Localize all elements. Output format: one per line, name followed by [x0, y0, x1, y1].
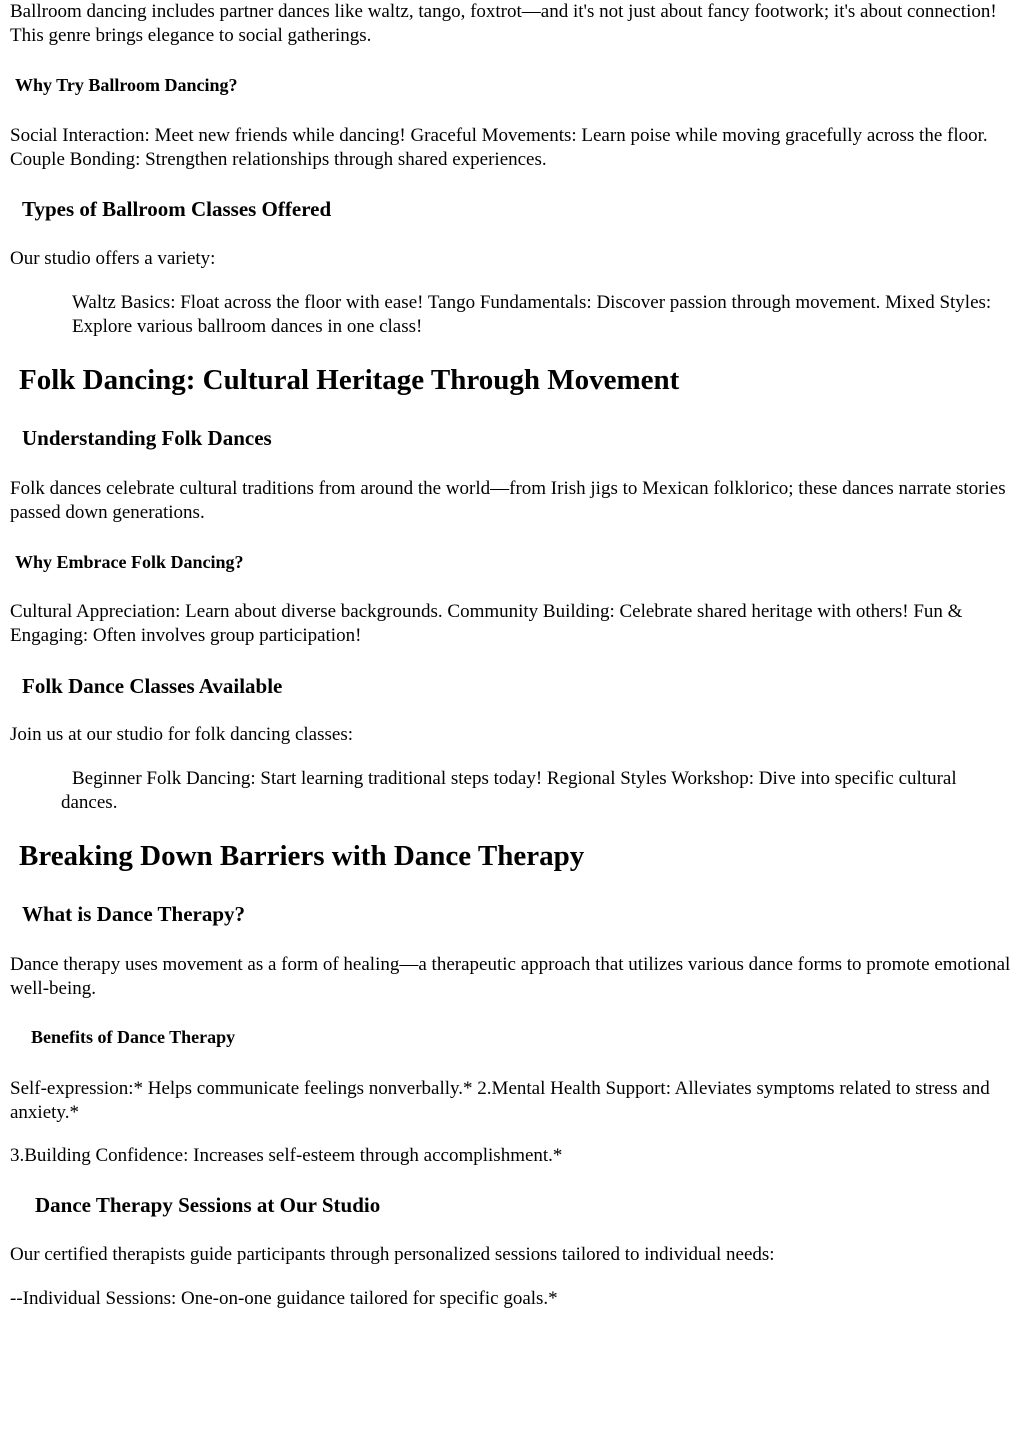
folk-understanding-heading: Understanding Folk Dances [22, 426, 272, 450]
therapy-what-heading: What is Dance Therapy? [22, 902, 246, 926]
folk-section-title: Folk Dancing: Cultural Heritage Through Movement [19, 364, 680, 396]
therapy-sessions-intro: Our certified therapists guide participants through personalized sessions tailored to individual needs: [10, 1244, 775, 1265]
therapy-sessions-item: --Individual Sessions: One-on-one guidance tailored for specific goals.* [10, 1288, 558, 1309]
ballroom-why-paragraph: Social Interaction: Meet new friends while dancing! Graceful Movements: Learn poise while moving gracefully across the floor. Couple Bonding: Strengthen relationships through shared experiences. [10, 125, 988, 170]
ballroom-why-heading: Why Try Ballroom Dancing? [15, 75, 238, 95]
folk-why-paragraph: Cultural Appreciation: Learn about diverse backgrounds. Community Building: Celebrate shared heritage with others! Fun & Engaging: Often involves group participation! [10, 601, 963, 646]
ballroom-classes-list: Waltz Basics: Float across the floor with ease! Tango Fundamentals: Discover passion through movement. Mixed Styles: Explore various ballroom dances in one class! [72, 292, 992, 337]
therapy-sessions-heading: Dance Therapy Sessions at Our Studio [35, 1193, 381, 1217]
folk-classes-heading: Folk Dance Classes Available [22, 674, 283, 698]
therapy-benefits-paragraph: Self-expression:* Helps communicate feelings nonverbally.* 2.Mental Health Support: Alleviates symptoms related to stress and anxiety.* [10, 1078, 990, 1123]
therapy-benefits-paragraph-2: 3.Building Confidence: Increases self-esteem through accomplishment.* [10, 1145, 563, 1166]
folk-understanding-paragraph: Folk dances celebrate cultural traditions from around the world—from Irish jigs to Mexican folklorico; these dances narrate stories passed down generations. [10, 478, 1006, 523]
therapy-what-paragraph: Dance therapy uses movement as a form of healing—a therapeutic approach that utilizes various dance forms to promote emotional well-being. [10, 954, 1011, 999]
therapy-section-title: Breaking Down Barriers with Dance Therapy [19, 840, 585, 872]
ballroom-classes-intro: Our studio offers a variety: [10, 248, 216, 269]
folk-classes-list: Beginner Folk Dancing: Start learning traditional steps today! Regional Styles Workshop: Dive into specific cultural dances. [61, 768, 957, 813]
folk-why-heading: Why Embrace Folk Dancing? [15, 552, 244, 572]
folk-classes-intro: Join us at our studio for folk dancing classes: [10, 724, 354, 745]
ballroom-intro-paragraph: Ballroom dancing includes partner dances like waltz, tango, foxtrot—and it's not just about fancy footwork; it's about connection! This genre brings elegance to social gatherings. [10, 1, 997, 46]
ballroom-classes-heading: Types of Ballroom Classes Offered [22, 197, 332, 221]
therapy-benefits-heading: Benefits of Dance Therapy [31, 1027, 236, 1047]
